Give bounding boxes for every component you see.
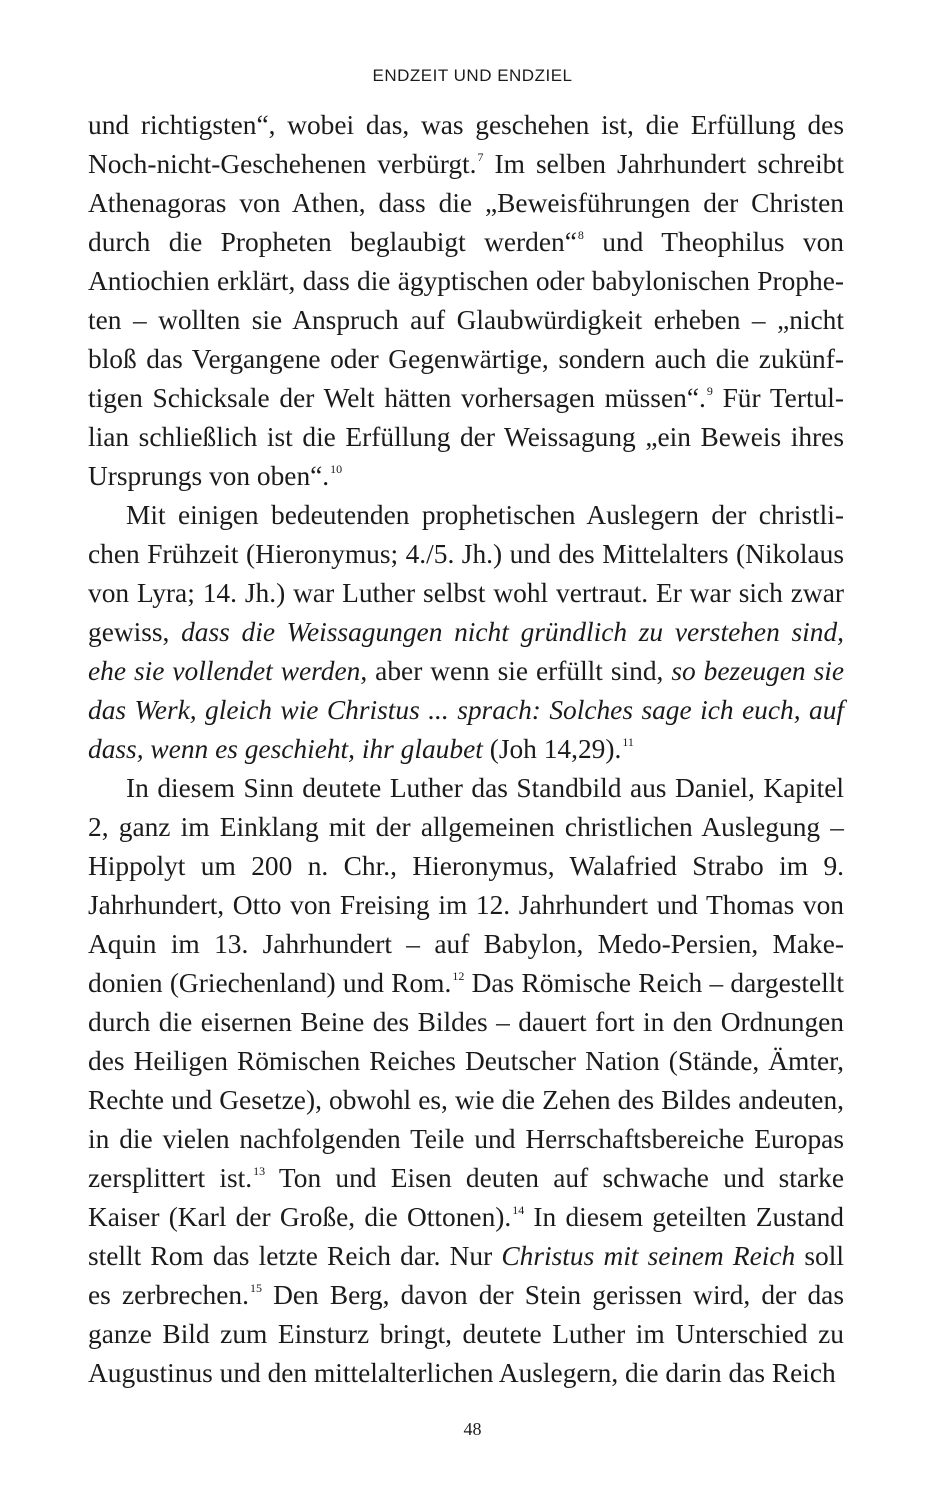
footnote-marker: 11 — [622, 735, 634, 749]
text-run: Ton und Eisen deuten auf schwache und starke Kaiser (Karl der Große, die Ottonen). — [88, 1163, 844, 1232]
text-run: und Theophilus von Antiochien erklärt, dass die ägyptischen oder babylonischen Propheten – wollten sie Anspruch auf Glaubwürdigkeit erheben – „nicht bloß das Vergangene oder Gegenwärtige, sondern auch die zukünftigen Schicksale der Welt hätten vorhersagen müssen“. — [88, 227, 844, 413]
footnote-marker: 10 — [330, 462, 343, 476]
text-run: (Joh 14,29). — [482, 734, 622, 764]
paragraph — [88, 769, 844, 1393]
body-text — [88, 106, 844, 1393]
footnote-marker: 12 — [452, 969, 465, 983]
text-run: Im selben Jahrhundert schreibt Athenagoras von Athen, dass die „Beweisführungen der Christen durch die Propheten beglaubigt werden“ — [88, 149, 844, 257]
text-run: Für Tertullian schließlich ist die Erfüllung der Weissagung „ein Beweis ihres Ursprungs von oben“. — [88, 383, 845, 491]
italic-quotation: Christus mit seinem Reich — [501, 1241, 796, 1271]
text-run: und richtigsten“, wobei das, was geschehen ist, die Erfüllung des Noch-nicht-Geschehenen verbürgt. — [88, 110, 844, 179]
paragraph — [88, 496, 844, 769]
text-run: , aber wenn sie erfüllt sind, — [360, 656, 672, 686]
footnote-marker: 13 — [253, 1164, 266, 1178]
text-run: In diesem geteilten Zustand stellt Rom das letzte Reich dar. Nur — [88, 1202, 844, 1271]
italic-quotation: dass die Weissagungen nicht gründlich zu verstehen sind, ehe sie vollendet werden — [88, 617, 844, 686]
page-number: 48 — [463, 1419, 482, 1439]
italic-quotation: so bezeugen sie das Werk, gleich wie Christus ... sprach: Solches sage ich euch, auf dass, wenn es geschieht, ihr glaubet — [88, 656, 844, 764]
footnote-marker: 8 — [577, 228, 584, 242]
text-run: Mit einigen bedeutenden prophetischen Auslegern der christlichen Frühzeit (Hieronymus; 4./5. Jh.) und des Mittelalters (Nikolaus von Lyra; 14. Jh.) war Luther selbst wohl vertraut. Er war sich zwar gewiss, — [88, 500, 844, 647]
paragraph — [88, 106, 844, 496]
footnote-marker: 9 — [706, 384, 713, 398]
footnote-marker: 14 — [512, 1203, 525, 1217]
footnote-marker: 15 — [249, 1281, 262, 1295]
running-head: ENDZEIT UND ENDZIEL — [372, 66, 573, 85]
text-run: soll es zerbrechen. — [88, 1241, 844, 1310]
footnote-marker: 7 — [477, 150, 484, 164]
text-run: In diesem Sinn deutete Luther das Standbild aus Daniel, Kapitel 2, ganz im Einklang mit der allgemeinen christlichen Auslegung – Hippolyt um 200 n. Chr., Hieronymus, Walafried Strabo im 9. Jahrhundert, Otto von Freising im 12. Jahrhundert und Thomas von Aquin im 13. Jahrhundert – auf Babylon, Medo-Persien, Makedonien (Griechenland) und Rom. — [88, 773, 844, 998]
text-run: Das Römische Reich – dargestellt durch die eisernen Beine des Bildes – dauert fort in den Ordnungen des Heiligen Römischen Reiches Deutscher Nation (Stände, Ämter, Rechte und Gesetze), obwohl es, wie die Zehen des Bildes andeuten, in die vielen nachfolgenden Teile und Herrschaftsbereiche Europas zersplittert ist. — [88, 968, 845, 1193]
text-run: Den Berg, davon der Stein gerissen wird, der das ganze Bild zum Einsturz bringt, deutete Luther im Unterschied zu Augustinus und den mittelalterlichen Auslegern, die darin das Reich — [88, 1280, 844, 1388]
